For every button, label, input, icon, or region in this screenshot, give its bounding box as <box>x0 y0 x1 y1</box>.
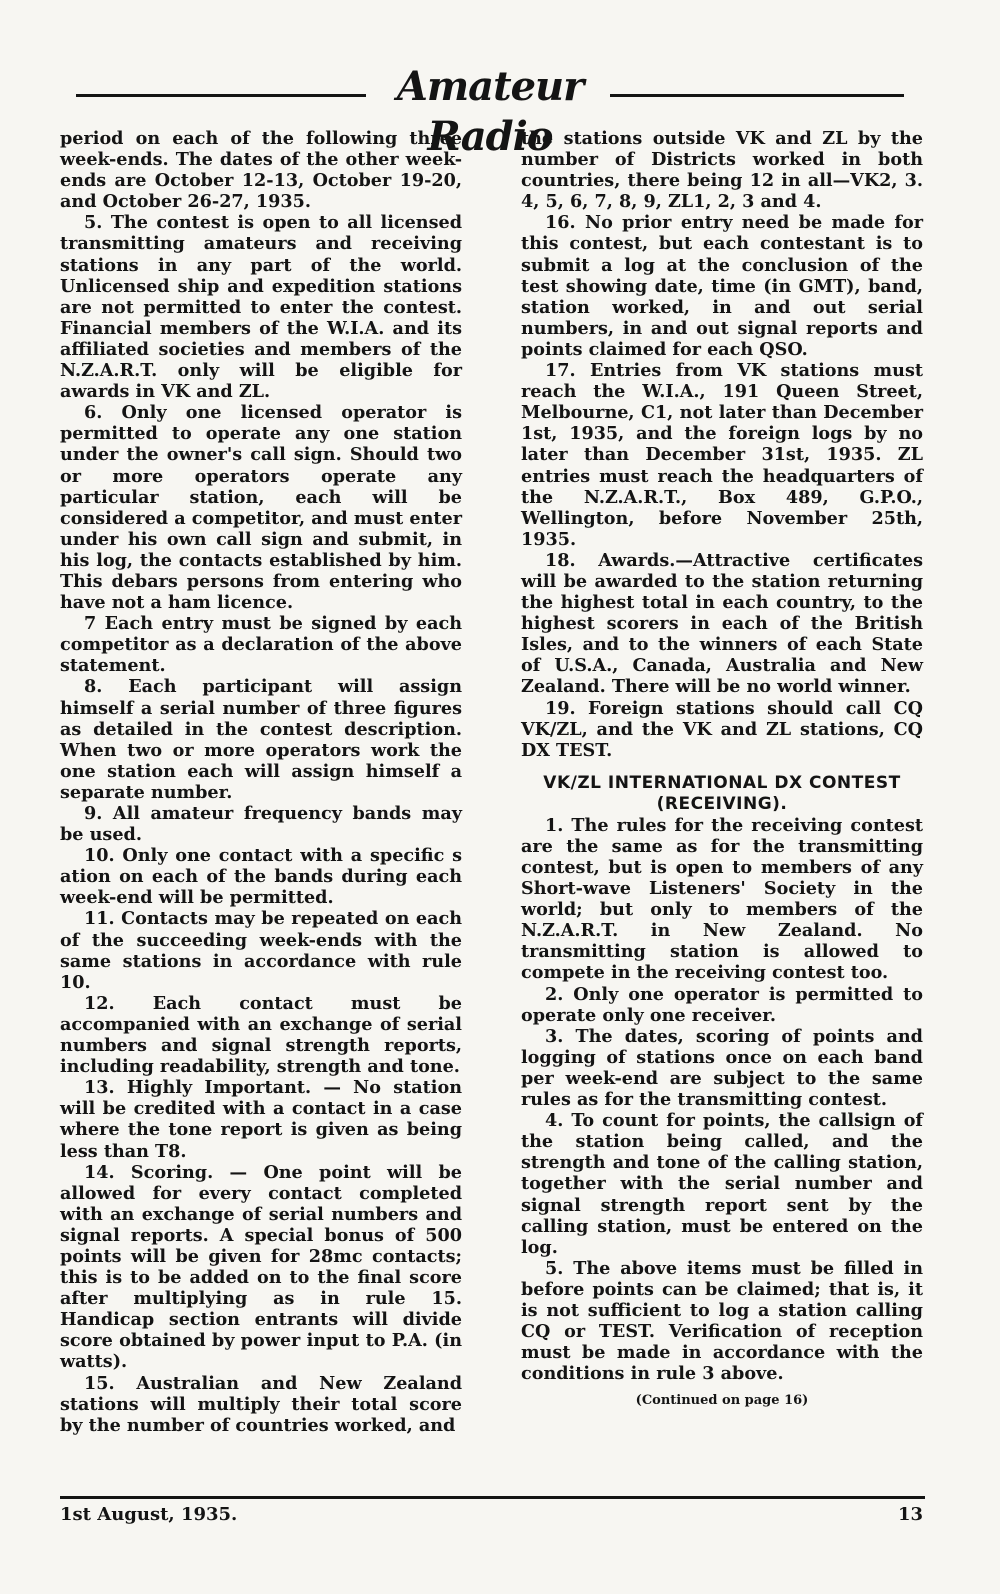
masthead-rule-right <box>610 94 904 97</box>
paragraph: 19. Foreign stations should call CQ VK/ZL, and the VK and ZL stations, CQ DX TEST. <box>521 697 923 761</box>
paragraph: 5. The above items must be filled in before points can be claimed; that is, it is not sufficient to log a station calling CQ or TEST. Verification of reception must be made in accordance with the conditions in rule 3 above. <box>521 1257 923 1385</box>
paragraph: 9. All amateur frequency bands may be used. <box>60 803 462 846</box>
paragraph: 12. Each contact must be accompanied with an exchange of serial numbers and signal strength reports, including readability, strength and tone. <box>60 992 462 1078</box>
paragraph: 18. Awards.—Attractive certificates will be awarded to the station returning the highest total in each country, to the highest scorers in each of the British Isles, and to the winners of each State of U.S.A., Canada, Australia and New Zealand. There will be no world winner. <box>521 549 923 698</box>
paragraph: the stations outside VK and ZL by the number of Districts worked in both countries, there being 12 in all—VK2, 3. 4, 5, 6, 7, 8, 9, ZL1, 2, 3 and 4. <box>521 128 923 213</box>
paragraph: period on each of the following three week-ends. The dates of the other week-ends are October 12-13, October 19-20, and October 26-27, 1935. <box>60 128 462 213</box>
section-heading: VK/ZL INTERNATIONAL DX CONTEST (RECEIVING). <box>543 772 901 814</box>
continued-note: (Continued on page 16) <box>635 1393 809 1409</box>
paragraph: 1. The rules for the receiving contest are the same as for the transmitting contest, but is open to members of any Short-wave Listeners' Society in the world; but only to members of the N.Z.A.R.T. in New Zealand. No transmitting station is allowed to compete in the receiving contest too. <box>521 814 923 984</box>
footer-rule <box>60 1496 925 1499</box>
masthead-title: Amateur Radio <box>396 63 584 160</box>
paragraph: 3. The dates, scoring of points and logging of stations once on each band per week-end are subject to the same rules as for the transmitting contest. <box>521 1025 923 1111</box>
left-column <box>60 128 462 1436</box>
masthead-rule-left <box>76 94 366 97</box>
paragraph: 15. Australian and New Zealand stations will multiply their total score by the number of countries worked, and <box>60 1372 462 1436</box>
paragraph: 16. No prior entry need be made for this contest, but each contestant is to submit a log at the conclusion of the test showing date, time (in GMT), band, station worked, in and out serial numbers, in and out signal reports and points claimed for each QSO. <box>521 212 923 360</box>
paragraph: 14. Scoring. — One point will be allowed for every contact completed with an exchange of serial numbers and signal reports. A special bonus of 500 points will be given for 28mc contacts; this is to be added on to the final score after multiplying as in rule 15. Handicap section entrants will divide score obtained by power input to P.A. (in watts). <box>60 1161 462 1373</box>
masthead <box>0 62 1000 160</box>
paragraph: 4. To count for points, the callsign of the station being called, and the strength and tone of the calling station, together with the serial number and signal strength report sent by the calling station, must be entered on the log. <box>521 1110 923 1258</box>
paragraph: 10. Only one contact with a specific s ation on each of the bands during each week-end will be permitted. <box>60 845 462 909</box>
right-column <box>521 128 923 1411</box>
paragraph: 5. The contest is open to all licensed transmitting amateurs and receiving stations in any part of the world. Unlicensed ship and expedition stations are not permitted to enter the contest. Financial members of the W.I.A. and its affiliated societies and members of the N.Z.A.R.T. only will be eligible for awards in VK and ZL. <box>60 212 462 403</box>
paragraph: 17. Entries from VK stations must reach the W.I.A., 191 Queen Street, Melbourne, C1, not later than December 1st, 1935, and the foreign logs by no later than December 31st, 1935. ZL entries must reach the headquarters of the N.Z.A.R.T., Box 489, G.P.O., Wellington, before November 25th, 1935. <box>521 360 923 550</box>
footer-date: 1st August, 1935. <box>60 1504 238 1525</box>
paragraph: 2. Only one operator is permitted to operate only one receiver. <box>521 983 923 1026</box>
paragraph: 8. Each participant will assign himself a serial number of three figures as detailed in the contest description. When two or more operators work the one station each will assign himself a separate number. <box>60 676 462 803</box>
paragraph: 13. Highly Important. — No station will be credited with a contact in a case where the tone report is given as being less than T8. <box>60 1077 462 1162</box>
paragraph: 7 Each entry must be signed by each competitor as a declaration of the above statement. <box>60 613 462 677</box>
paragraph: 11. Contacts may be repeated on each of the succeeding week-ends with the same stations in accordance with rule 10. <box>60 908 462 993</box>
paragraph: 6. Only one licensed operator is permitted to operate any one station under the owner's call sign. Should two or more operators operate any particular station, each will be considered a competitor, and must enter under his own call sign and submit, in his log, the contacts established by him. This debars persons from entering who have not a ham licence. <box>60 402 462 614</box>
page-number: 13 <box>898 1504 924 1525</box>
